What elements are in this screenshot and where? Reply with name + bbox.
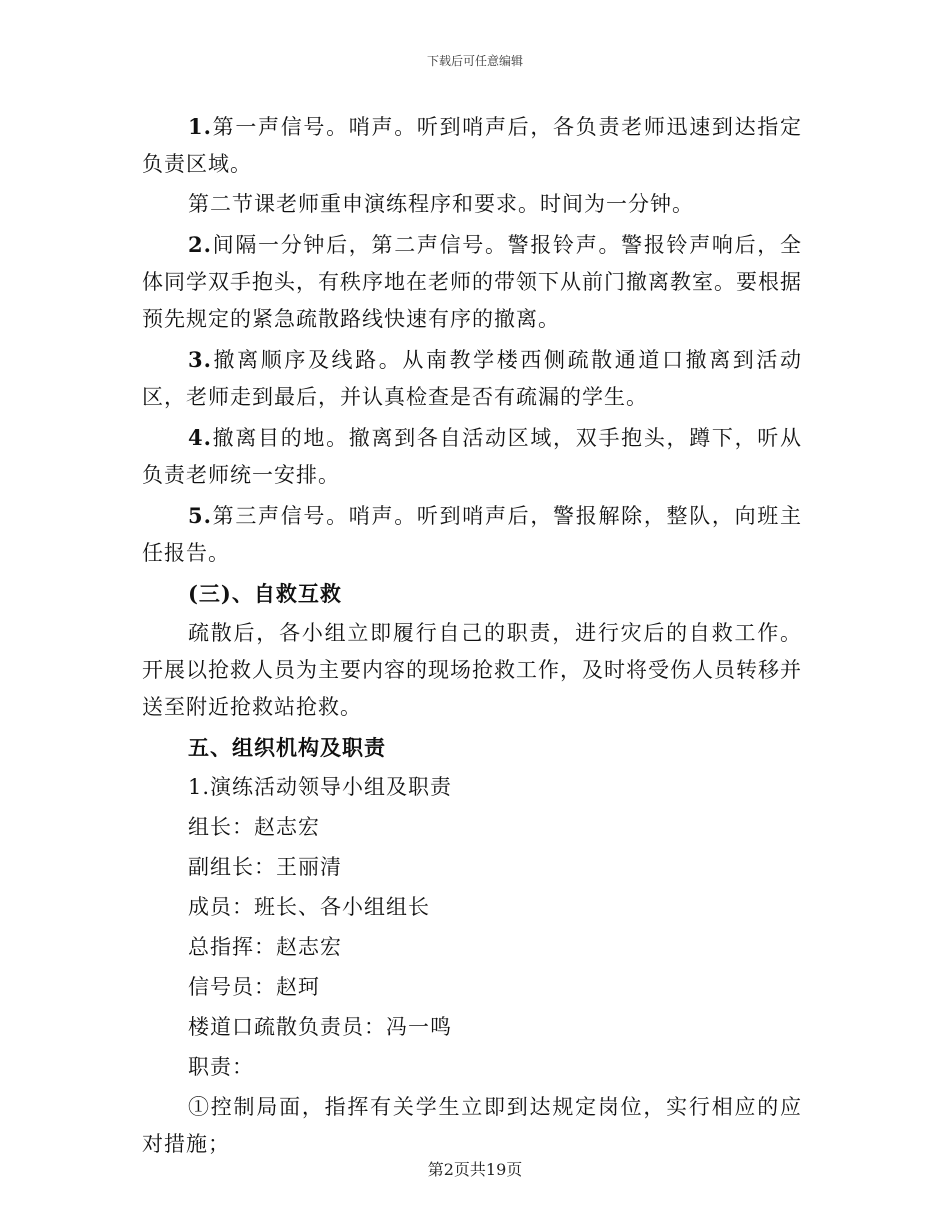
paragraph-step-4	[142, 419, 802, 494]
item-number: 1.	[188, 775, 211, 799]
paragraph-duties-label: 职责：	[188, 1055, 254, 1079]
paragraph-text: 间隔一分钟后，第二声信号。警报铃声。警报铃声响后，全体同学双手抱头，有秩序地在老师的带领下从前门撤离教室。要根据预先规定的紧急疏散路线快速有序的撤离。	[142, 233, 802, 331]
paragraph-text: 演练活动领导小组及职责	[210, 775, 453, 799]
document-body	[142, 108, 802, 1163]
paragraph-text: 第一声信号。哨声。听到哨声后，各负责老师迅速到达指定负责区域。	[142, 115, 802, 176]
paragraph-step-1	[142, 108, 802, 183]
paragraph-text: 第三声信号。哨声。听到哨声后，警报解除，整队，向班主任报告。	[142, 504, 802, 565]
paragraph-text: 控制局面，指挥有关学生立即到达规定岗位，实行相应的应对措施；	[142, 1095, 803, 1156]
paragraph-text: 第二节课老师重申演练程序和要求。时间为一分钟。	[188, 192, 694, 216]
step-number: 5.	[188, 503, 212, 528]
paragraph-signaler: 信号员：赵珂	[188, 975, 320, 999]
paragraph-text: 疏散后，各小组立即履行自己的职责，进行灾后的自救工作。开展以抢救人员为主要内容的现场抢救工作，及时将受伤人员转移并送至附近抢救站抢救。	[142, 621, 802, 719]
section-heading-organization: 五、组织机构及职责	[188, 735, 386, 760]
duty-number: ①	[188, 1095, 211, 1119]
paragraph-step-2	[142, 226, 802, 338]
paragraph-text: 撤离目的地。撤离到各自活动区域，双手抱头，蹲下，听从负责老师统一安排。	[142, 426, 802, 487]
step-number: 4.	[188, 425, 212, 450]
section-heading-self-rescue: (三)、自救互救	[188, 581, 342, 606]
page-footer: 第2页共19页	[427, 1160, 523, 1179]
paragraph-deputy-leader: 副组长：王丽清	[188, 855, 342, 879]
paragraph-step-3	[142, 341, 802, 416]
paragraph-text: 撤离顺序及线路。从南教学楼西侧疏散通道口撤离到活动区，老师走到最后，并认真检查是否有疏漏的学生。	[142, 348, 802, 409]
paragraph-duty-1	[142, 1089, 802, 1163]
step-number: 3.	[188, 347, 212, 372]
paragraph-note	[142, 186, 802, 223]
paragraph-leadership-group	[142, 769, 802, 806]
step-number: 2.	[188, 232, 212, 257]
paragraph-members: 成员：班长、各小组组长	[188, 895, 430, 919]
paragraph-stairwell-officer: 楼道口疏散负责员：冯一鸣	[188, 1015, 452, 1039]
paragraph-self-rescue	[142, 615, 802, 726]
page-header: 下载后可任意编辑	[426, 54, 523, 68]
step-number: 1.	[188, 114, 212, 139]
paragraph-leader: 组长：赵志宏	[188, 815, 320, 839]
paragraph-step-5	[142, 497, 802, 572]
paragraph-commander: 总指挥：赵志宏	[188, 935, 342, 959]
